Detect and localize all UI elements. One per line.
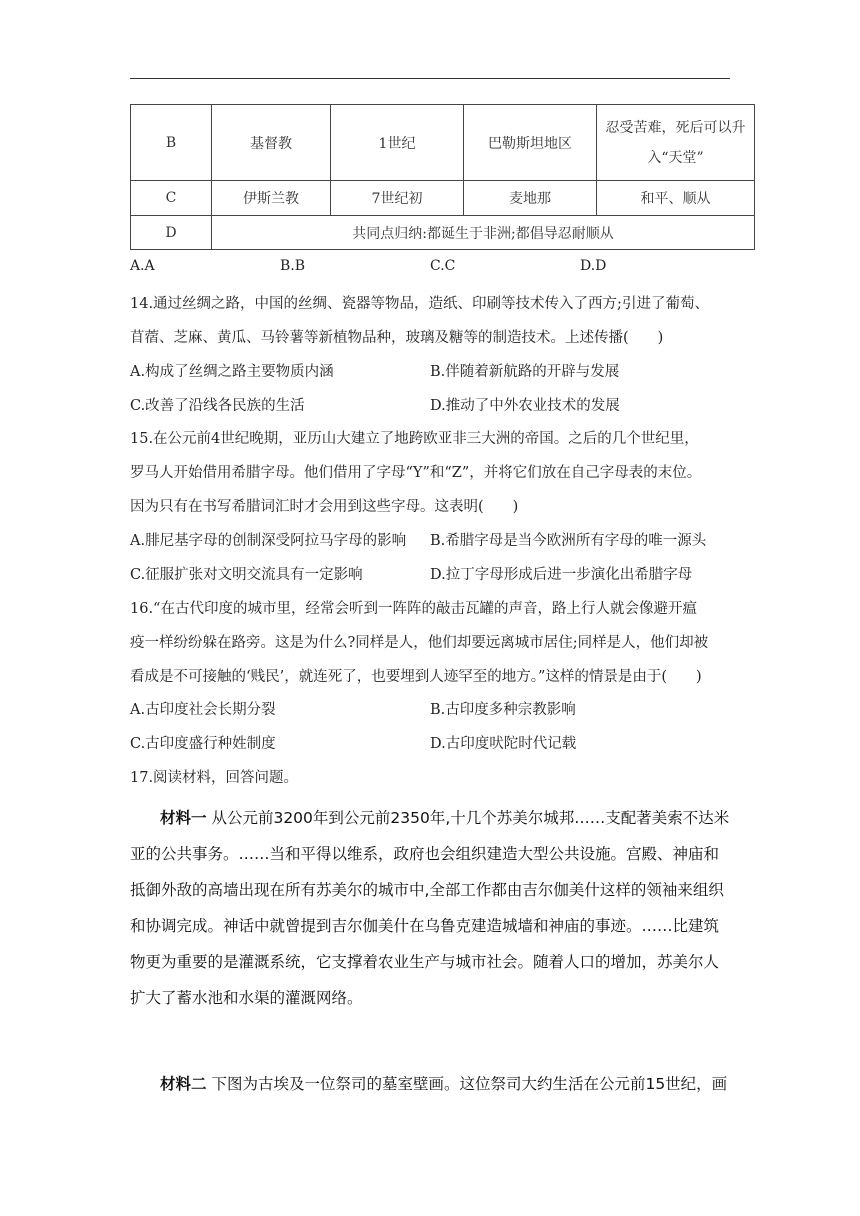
q14-option-d: D.推动了中外农业技术的发展 [430, 398, 620, 414]
q13-option-d: D.D [580, 258, 607, 274]
q15-stem-line: 罗马人开始借用希腊字母。他们借用了字母“Y”和“Z”，并将它们放在自己字母表的末位。 [130, 465, 702, 481]
religion-options-table [130, 104, 755, 250]
q14-option-c: C.改善了沿线各民族的生活 [130, 398, 305, 414]
q17-stem: 17.阅读材料，回答问题。 [130, 770, 299, 786]
q15-option-b: B.希腊字母是当今欧洲所有字母的唯一源头 [430, 533, 707, 549]
q15-stem-line: 15.在公元前4世纪晚期，亚历山大建立了地跨欧亚非三大洲的帝国。之后的几个世纪里， [130, 431, 699, 447]
q16-option-c: C.古印度盛行种姓制度 [130, 736, 276, 752]
table-cell-religion: 伊斯兰教 [212, 181, 331, 216]
material-two-label: 材料二 [160, 1075, 207, 1093]
table-cell-letter: C [131, 181, 212, 216]
table-cell-religion: 基督教 [212, 105, 331, 181]
q14-stem-line: 14.通过丝绸之路，中国的丝绸、瓷器等物品，造纸、印刷等技术传入了西方;引进了葡萄、 [130, 296, 709, 312]
material-one-text: 从公元前3200年到公元前2350年,十几个苏美尔城邦……支配著美索不达米亚的公共事务。……当和平得以维系，政府也会组织建造大型公共设施。宫殿、神庙和抵御外敌的高墙出现在所有苏美尔的城市中,全部工作都由吉尔伽美什这样的领袖来组织和协调完成。神话中就曾提到吉尔伽美什在乌鲁克建造城墙和神庙的事迹。……比建筑物更为重要的是灌溉系统，它支撑着农业生产与城市社会。随着人口的增加，苏美尔人扩大了蓄水池和水渠的灌溉网络。 [130, 809, 730, 1007]
table-cell-letter: D [131, 216, 212, 250]
q13-option-b: B.B [280, 258, 306, 274]
material-one [130, 800, 730, 1016]
table-cell-place: 巴勒斯坦地区 [464, 105, 597, 181]
table-cell-doctrine: 和平、顺从 [597, 181, 755, 216]
table-cell-doctrine [597, 105, 755, 181]
q15-option-c: C.征服扩张对文明交流具有一定影响 [130, 567, 363, 583]
q14-option-a: A.构成了丝绸之路主要物质内涵 [130, 364, 334, 380]
material-two [130, 1066, 730, 1102]
q13-option-c: C.C [430, 258, 456, 274]
q15-stem-line: 因为只有在书写希腊词汇时才会用到这些字母。这表明( ) [130, 499, 519, 515]
q16-stem-line: 疫一样纷纷躲在路旁。这是为什么?同样是人，他们却要远离城市居住;同样是人，他们却被 [130, 635, 709, 651]
table-row [131, 105, 755, 181]
table-cell-place: 麦地那 [464, 181, 597, 216]
table-cell-letter: B [131, 105, 212, 181]
q16-stem-line: 16.“在古代印度的城市里，经常会听到一阵阵的敲击瓦罐的声音，路上行人就会像避开瘟 [130, 601, 697, 617]
q16-option-d: D.古印度吠陀时代记载 [430, 736, 577, 752]
q16-option-a: A.古印度社会长期分裂 [130, 702, 276, 718]
q13-option-a: A.A [130, 258, 155, 274]
q16-stem-line: 看成是不可接触的‘贱民’，就连死了，也要埋到人迹罕至的地方。”这样的情景是由于( ) [130, 669, 702, 685]
q14-stem-line: 苜蓿、芝麻、黄瓜、马铃薯等新植物品种，玻璃及糖等的制造技术。上述传播( ) [130, 330, 664, 346]
q14-option-b: B.伴随着新航路的开辟与发展 [430, 364, 620, 380]
table-cell-time: 7世纪初 [331, 181, 464, 216]
doctrine-line-1: 忍受苦难，死后可以升 [605, 119, 746, 136]
table-row [131, 181, 755, 216]
table-cell-time: 1世纪 [331, 105, 464, 181]
q16-option-b: B.古印度多种宗教影响 [430, 702, 576, 718]
material-one-label: 材料一 [160, 809, 207, 827]
q15-option-a: A.腓尼基字母的创制深受阿拉马字母的影响 [130, 533, 407, 549]
table-cell-summary: 共同点归纳:都诞生于非洲;都倡导忍耐顺从 [212, 216, 755, 250]
doctrine-line-2: 入“天堂” [647, 149, 704, 166]
header-rule [130, 78, 730, 79]
table-row [131, 216, 755, 250]
q15-option-d: D.拉丁字母形成后进一步演化出希腊字母 [430, 567, 693, 583]
material-two-text: 下图为古埃及一位祭司的墓室壁画。这位祭司大约生活在公元前15世纪，画 [211, 1075, 728, 1093]
